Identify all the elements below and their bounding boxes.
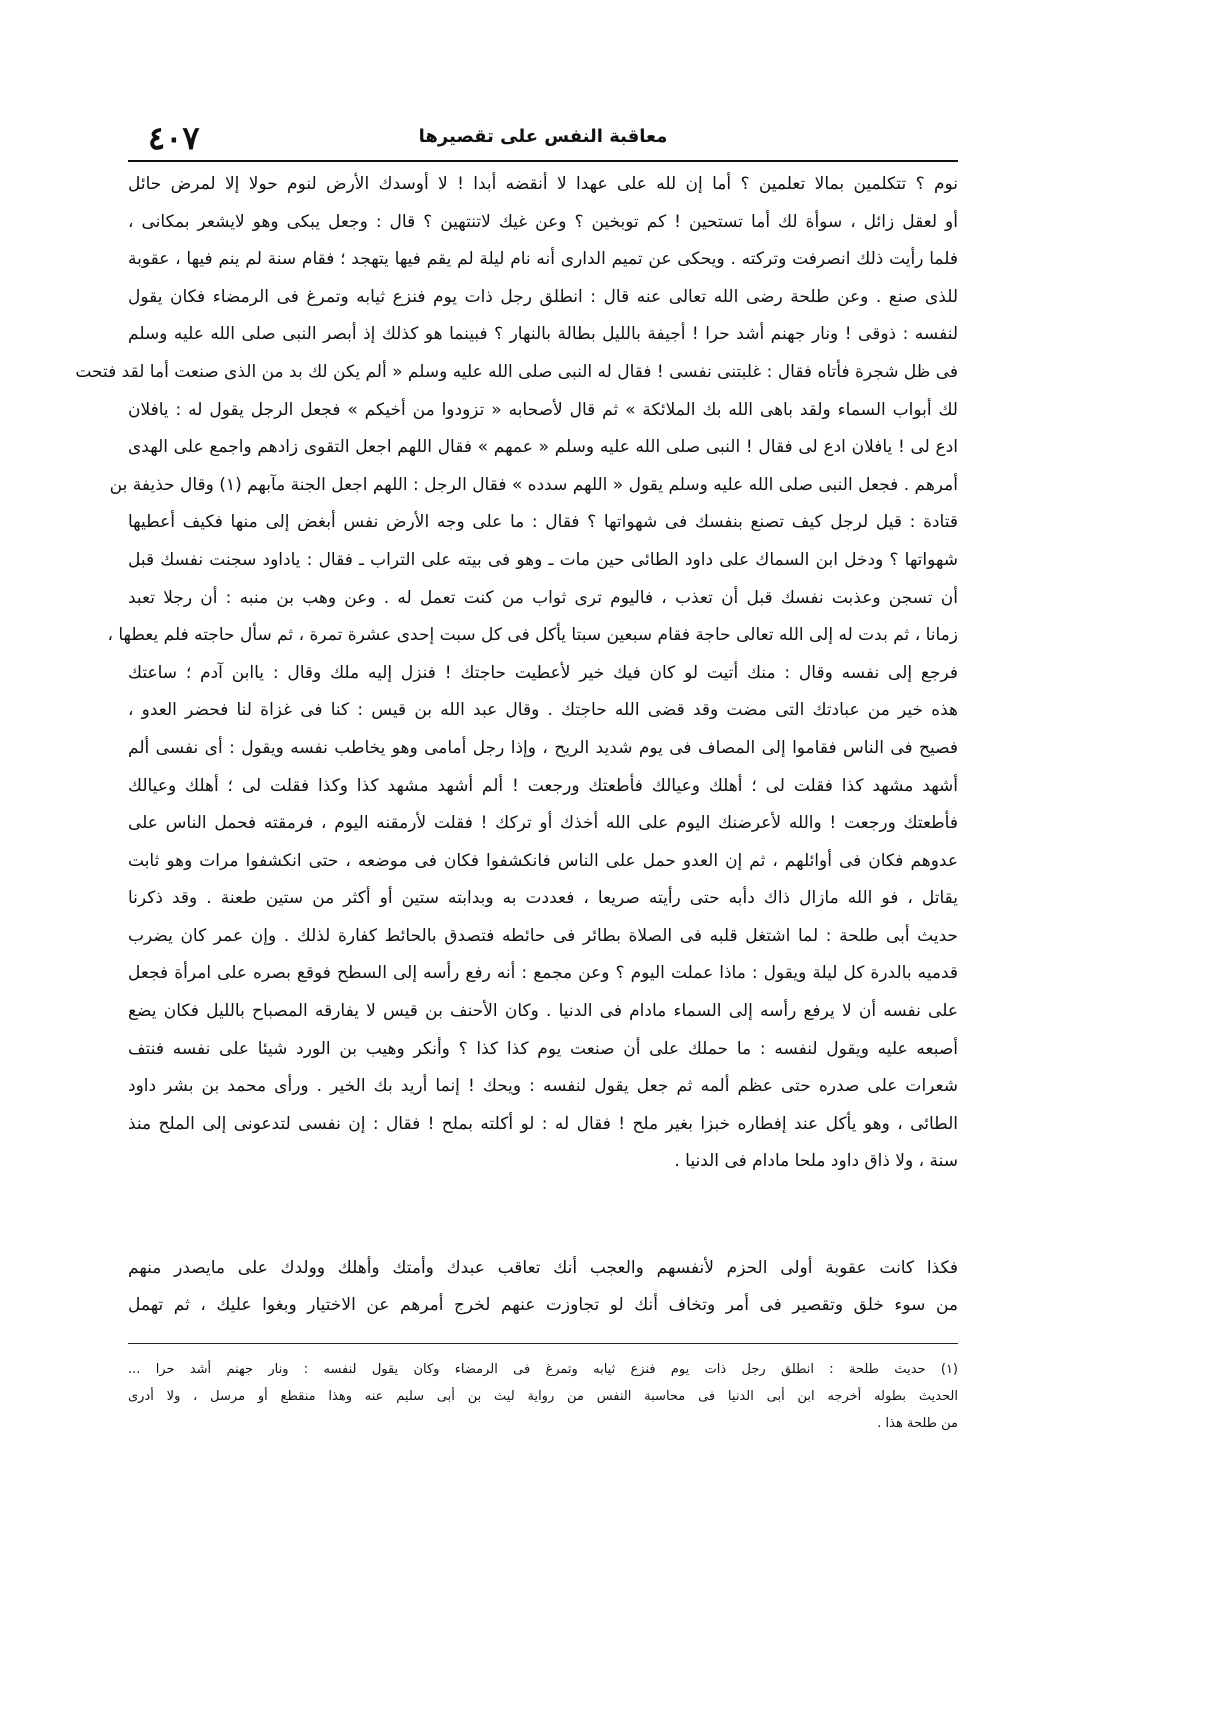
page-header <box>128 118 958 158</box>
text-line: يقاتل ، فو الله مازال ذاك دأبه حتى رأيته صريعا ، فعددت به وبدابته ستين أو أكثر من ستين طعنة . وقد ذكرنا <box>128 888 958 909</box>
text-line: ادع لى ! يافلان ادع لى فقال ! النبى صلى الله عليه وسلم « عمهم » فقال اللهم اجعل التقوى زادهم واجمع على الهدى <box>128 437 958 458</box>
footnotes <box>128 1356 958 1437</box>
text-line: على نفسه أن لا يرفع رأسه إلى السماء مادام فى الدنيا . وكان الأحنف بن قيس لا يفارقه المصباح بالليل فكان يضع <box>128 1001 958 1022</box>
text-line: فلما رأيت ذلك انصرفت وتركته . ويحكى عن تميم الدارى أنه نام ليلة لم يقم فيها يتهجد ؛ فقام سنة لم ينم فيها ، عقوبة <box>128 249 958 270</box>
text-line: أو لعقل زائل ، سوأة لك أما تستحين ! كم توبخين ؟ وعن غيك لاتنتهين ؟ قال : وجعل يبكى وهو لايشعر بمكانى ، <box>128 211 958 232</box>
text-line: لنفسه : ذوقى ! ونار جهنم أشد حرا ! أجيفة بالليل بطالة بالنهار ؟ فبينما هو كذلك إذ أبصر النبى صلى الله عليه وسلم <box>128 324 958 345</box>
text-line: زمانا ، ثم بدت له إلى الله تعالى حاجة فقام سبعين سبتا يأكل فى كل سبت إحدى عشرة تمرة ، ثم سأل حاجته فلم يعطها ، <box>107 625 958 646</box>
text-line: فصيح فى الناس فقاموا إلى المصاف فى يوم شديد الريح ، وإذا رجل أمامى وهو يخاطب نفسه ويقول : أى نفسى ألم <box>128 737 958 758</box>
text-line: فرجع إلى نفسه وقال : منك أتيت لو كان فيك خير لأعطيت حاجتك ! فنزل إليه ملك وقال : ياابن آدم ؛ ساعتك <box>128 662 958 683</box>
main-paragraph <box>75 166 958 1181</box>
text-line: قدميه بالدرة كل ليلة ويقول : ماذا عملت اليوم ؟ وعن مجمع : أنه رفع رأسه إلى السطح فوقع بصره على امرأة فجعل <box>128 963 958 984</box>
text-line: شهواتها ؟ ودخل ابن السماك على داود الطائى حين مات ـ وهو فى بيته على التراب ـ فقال : ياداود سجنت نفسك قبل <box>128 549 958 570</box>
text-line: سنة ، ولا ذاق داود ملحا مادام فى الدنيا . <box>674 1151 958 1172</box>
footnote-line: من طلحة هذا . <box>877 1416 958 1431</box>
text-line: فى ظل شجرة فأتاه فقال : غلبتنى نفسى ! فقال له النبى صلى الله عليه وسلم « ألم يكن لك بد من الذى صنعت أما لقد فتحت <box>75 361 958 382</box>
text-line: نوم ؟ تتكلمين بمالا تعلمين ؟ أما إن لله على عهدا لا أنقضه أبدا ! لا أوسدك الأرض لنوم حولا إلا لمرض حائل <box>128 174 958 194</box>
text-line: شعرات على صدره حتى عظم ألمه ثم جعل يقول لنفسه : ويحك ! إنما أريد بك الخير . ورأى محمد بن بشر داود <box>128 1076 958 1097</box>
text-line: أصبعه عليه ويقول لنفسه : ما حملك على أن صنعت يوم كذا كذا ؟ وأنكر وهيب بن الورد شيئا على نفسه فنتف <box>128 1038 958 1059</box>
text-line: فأطعتك ورجعت ! والله لأعرضنك اليوم على الله أخذك أو تركك ! فقلت لأرمقنه اليوم ، فرمقته فحمل الناس على <box>128 813 958 834</box>
header-rule <box>128 160 958 162</box>
text-line: هذه خير من عبادتك التى مضت وقد قضى الله حاجتك . وقال عبد الله بن قيس : كنا فى غزاة لنا فحضر العدو ، <box>128 700 958 721</box>
text-line: عدوهم فكان فى أوائلهم ، ثم إن العدو حمل على الناس فانكشفوا فكان فى موضعه ، حتى انكشفوا مرات وهو ثابت <box>128 850 958 871</box>
text-line: أمرهم . فجعل النبى صلى الله عليه وسلم يقول « اللهم سدده » فقال الرجل : اللهم اجعل الجنة مآبهم (١) وقال حذيفة بن <box>109 474 958 495</box>
page-number: ٤٠٧ <box>148 119 200 157</box>
text-line: أن تسجن وعذبت نفسك قبل أن تعذب ، فاليوم ترى ثواب من كنت تعمل له . وعن وهب بن منبه : أن رجلا تعبد <box>128 587 958 608</box>
footnote-line: الحديث بطوله أخرجه ابن أبى الدنيا فى محاسبة النفس من رواية ليث بن أبى سليم عنه وهذا منقطع أو مرسل ، ولا أدرى <box>128 1389 958 1404</box>
text-line: للذى صنع . وعن طلحة رضى الله تعالى عنه قال : انطلق رجل ذات يوم فنزع ثيابه وتمرغ فى الرمضاء فكان يقول <box>128 286 958 307</box>
running-title: معاقبة النفس على تقصيرها <box>418 126 668 147</box>
text-line: حديث أبى طلحة : لما اشتغل قلبه فى الصلاة بطائر فى حائطه فتصدق بالحائط كفارة لذلك . وإن عمر كان يضرب <box>128 925 958 946</box>
footnote-rule <box>128 1343 958 1344</box>
text-line: من سوء خلق وتقصير فى أمر وتخاف أنك لو تجاوزت عنهم لخرج أمرهم عن الاختيار وبغوا عليك ، ثم تهمل <box>128 1295 958 1315</box>
text-line: فكذا كانت عقوبة أولى الحزم لأنفسهم والعجب أنك تعاقب عبدك وأمتك وأهلك وولدك على مايصدر منهم <box>128 1258 958 1278</box>
second-paragraph <box>128 1250 958 1324</box>
footnote-line: (١) حديث طلحة : انطلق رجل ذات يوم فنزع ثيابه وتمرغ فى الرمضاء وكان يقول لنفسه : ونار جهنم أشد حرا ... <box>128 1362 958 1377</box>
text-line: لك أبواب السماء ولقد باهى الله بك الملائكة » ثم قال لأصحابه « تزودوا من أخيكم » فجعل الرجل يقول له : يافلان <box>128 399 958 420</box>
text-line: أشهد مشهد كذا فقلت لى ؛ أهلك وعيالك فأطعتك ورجعت ! ألم أشهد مشهد كذا وكذا فقلت لى ؛ أهلك وعيالك <box>128 775 958 796</box>
text-line: قتادة : قيل لرجل كيف تصنع بنفسك فى شهواتها ؟ فقال : ما على وجه الأرض نفس أبغض إلى منها فكيف أعطيها <box>128 512 958 533</box>
text-line: الطائى ، وهو يأكل عند إفطاره خبزا بغير ملح ! فقال له : لو أكلته بملح ! فقال : إن نفسى لتدعونى إلى الملح منذ <box>128 1113 958 1134</box>
